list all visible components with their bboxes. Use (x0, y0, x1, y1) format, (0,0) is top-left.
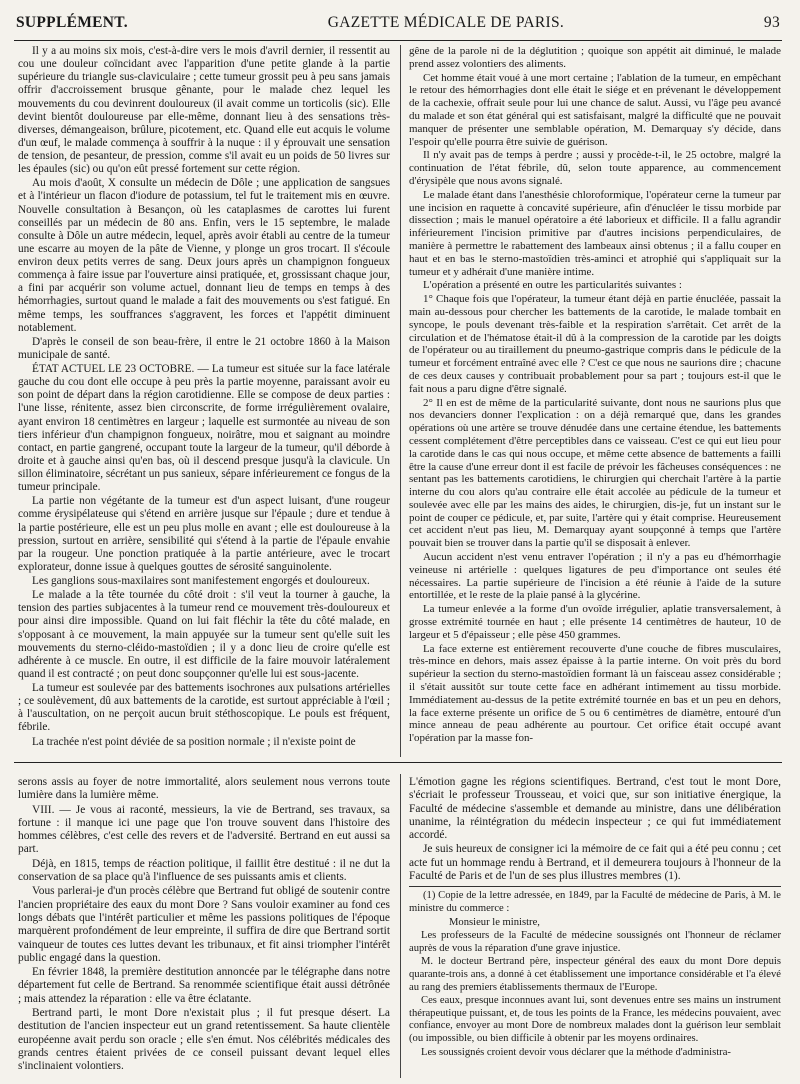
lower-right-column (409, 776, 781, 1078)
paragraph: Cet homme était voué à une mort certaine ; l'ablation de la tumeur, en empêchant le retour des hémorrhagies dont elle était le siége et en prévenant le développement de la cachexie, offrait seule pour lui une chance de salut. Aussi, vu l'âge peu avancé du malade et son état général qui est satisfaisant, malgré la difficulté que ne pouvait manquer de présenter une semblable opération, M. Demarquay s'y décide, dans l'espoir qu'elle pourra être suivie de guérison. (409, 71, 781, 148)
upper-right-column (409, 45, 781, 755)
paragraph: 2° Il en est de même de la particularité suivante, dont nous ne saurions plus que nos devanciers donner l'explication : on a déjà remarqué que, dans les grandes opérations où une artère se trouve dénudée dans une certaine étendue, les battements cessent complétement d'être perceptibles dans ce vaisseau. C'est ce qui eut lieu pour la carotide dans le cas qui nous occupe, et même cette absence de battements a failli être la cause d'une erreur dont il est facile de prévoir les fâcheuses conséquences : ne sentant pas les battements carotidiens, le chirurgien qui cherchait l'artère à la partie interne du cou alors qu'au contraire elle était accolée au pédicule de la tumeur et soulevée avec elle par les mains des aides, le chirurgien, dis-je, fut un instant sur le point de couper ce pédicule, et, par suite, l'artère qui y était comprise. Heureusement cet accident n'eut pas lieu, M. Demarquay ayant soupçonné à temps que l'artère pouvait bien se trouver dans la partie qu'il se disposait à enlever. (409, 396, 781, 550)
footnote (409, 890, 781, 1059)
paragraph: Je suis heureux de consigner ici la mémoire de ce fait qui a été peu connu ; cet acte fut un hommage rendu à Bertrand, et il demeurera toujours à l'honneur de la Faculté de Paris et de l'un de ses plus illustres membres (1). (409, 843, 781, 883)
paragraph: ÉTAT ACTUEL LE 23 OCTOBRE. — La tumeur est située sur la face latérale gauche du cou dont elle occupe à peu près la partie moyenne, paraissant avoir eu son point de départ dans la région carotidienne. Elle se compose de deux parties : l'une lisse, rénitente, assez bien circonscrite, de forme irrégulièrement ovalaire, ayant environ 18 centimètres en largeur ; laquelle est surmontée au niveau de son tiers inférieur d'un champignon fongueux, noirâtre, mou et saignant au moindre contact, en partie gangrené, occupant toute la largeur de la tumeur, qu'il déborde à droite et à gauche ainsi qu'en bas, où il descend presque jusqu'à la clavicule. Un sillon éliminatoire, sécrétant un pus sanieux, sépare inférieurement ce fongus de la tumeur principale. (18, 363, 390, 494)
paragraph: Le malade a la tête tournée du côté droit : s'il veut la tourner à gauche, la tension des parties subjacentes à la tumeur rend ce mouvement très-douloureux et pour ainsi dire impossible. Quand on lui fait fléchir la tête du côté malade, en s'opposant à ce mouvement, la main appuyée sur la tumeur sent qu'elle suit les mouvements du sterno-cléido-mastoïdien ; il y a donc lieu de croire qu'elle est adhérente à ce muscle. En outre, il est difficile de la faire mouvoir latéralement quand il est contracté ; on peut donc soupçonner qu'elle lui est sous-jacente. (18, 589, 390, 680)
footnote-paragraph: Les soussignés croient devoir vous déclarer que la méthode d'administra- (421, 1046, 731, 1058)
footnote-salutation: Monsieur le ministre, (449, 916, 540, 928)
footnote-paragraph: Ces eaux, presque inconnues avant lui, sont devenues entre ses mains un instrument thérapeutique puissant, et, de tous les points de la France, les médecins pouvaient, avec confiance, envoyer au mont Dore de nombreux malades dont la guérison leur semblait (ou impossible, ou bien difficile à obtenir par les moyens ordinaires. (409, 995, 781, 1044)
paragraph: serons assis au foyer de notre immortalité, alors seulement nous verrons toute lumière dans la lumière même. (18, 776, 390, 802)
paragraph: Vous parlerai-je d'un procès célèbre que Bertrand fut obligé de soutenir contre l'ancien propriétaire des eaux du mont Dore ? Sans vouloir examiner au fond ces longs débats que l'intérêt particulier et même les passions politiques de l'époque marquèrent profondément de leur empreinte, il suffira de dire que Bertrand sortit vainqueur de toutes ces luttes devant les tribunaux, et fit ainsi triompher l'intérêt public engagé dans la question. (18, 885, 390, 964)
paragraph: Au mois d'août, X consulte un médecin de Dôle ; une application de sangsues et à l'intérieur un flacon d'iodure de potassium, tel fut le traitement mis en œuvre. Nouvelle consultation à Besançon, où les cataplasmes de carottes lui furent conseillés par un médecin de 80 ans. Enfin, vers le 15 septembre, le malade consulte à Dôle un autre médecin, lequel, après avoir établi au centre de la tumeur une escarre au moyen de la pâte de Vienne, y plonge un gros trocart. Il s'écoule environ deux petits verres de sang. Deux jours après un champignon fongueux commença à faire issue par l'ouverture ainsi pratiquée, et, grossissant chaque jour, a fini par acquérir son volume actuel, donnant lieu de temps en temps à des hémorrhagies, surtout quand le malade a fait des mouvements ou s'est fatigué. En même temps, les souffrances s'aggravent, les forces et l'appétit diminuent notablement. (18, 177, 390, 334)
footnote-heading: (1) Copie de la lettre adressée, en 1849, par la Faculté de médecine de Paris, à M. le ministre du commerce : (409, 890, 781, 914)
paragraph: D'après le conseil de son beau-frère, il entre le 21 octobre 1860 à la Maison municipale de santé. (18, 335, 390, 361)
paragraph: L'émotion gagne les régions scientifiques. Bertrand, c'est tout le mont Dore, s'écriait le professeur Trousseau, et voici que, sur son initiative énergique, la Faculté de médecine s'assemble et demande au ministre, dans une délibération unanime, la réintégration du médecin inspecteur ; ce qui fut immédiatement accordé. (409, 776, 781, 842)
paragraph: VIII. — Je vous ai raconté, messieurs, la vie de Bertrand, ses travaux, sa fortune : il manque ici une page que l'on trouve souvent dans l'histoire des hommes célèbres, c'est celle des revers et de l'adversité. Bertrand en eut aussi sa part. (18, 803, 390, 856)
paragraph: Les ganglions sous-maxilaires sont manifestement engorgés et douloureux. (32, 575, 370, 587)
paragraph: gêne de la parole ni de la déglutition ; quoique son appétit ait diminué, le malade prend assez volontiers des aliments. (409, 45, 781, 70)
paragraph: La partie non végétante de la tumeur est d'un aspect luisant, d'une rougeur comme érysipélateuse qui s'étend en arrière jusque sur l'épaule ; dure et tendue à la partie postérieure, elle est un peu plus molle en avant ; elle est douloureuse à la pression, surtout en arrière, sensibilité qui s'étend à la partie de l'épaule envahie par la rougeur. Une ponction pratiquée à la partie antérieure, avec le trocart explorateur, donne issue à quelques gouttes de sérosité sanguinolente. (18, 495, 390, 573)
page-number: 93 (763, 14, 780, 31)
paragraph: Le malade étant dans l'anesthésie chloroformique, l'opérateur cerne la tumeur par une incision en raquette à concavité supérieure, afin d'énucléer le tissu morbide par dissection ; mais le manuel opératoire a été laborieux et difficile. Il a fallu agrandir inférieurement l'incision primitive par d'autres incisions perpendiculaires, de manière à permettre le rabattement des lambeaux ainsi obtenus ; il a fallu couper en haut et en bas le sterno-mastoïdien très-aminci et atrophié qui s'appliquait sur la tumeur et y adhérait d'une manière intime. (409, 188, 781, 278)
paragraph: La face externe est entièrement recouverte d'une couche de fibres musculaires, très-mince en dehors, mais assez épaisse à la partie interne. On voit près du bord supérieur la section du sterno-mastoïdien formant là un faisceau assez considérable ; il s'était aussitôt sur toute cette face en adhérant intimement au tissu morbide. Immédiatement au-dessus de la petite extrémité tournée en bas et un peu en dehors, la face externe présente un orifice de 5 ou 6 centimètres de diamètre, entouré d'un mince anneau de peau adhérente au pourtour. Cet orifice était occupé avant l'opération par la masse fon- (409, 642, 781, 745)
lower-left-column (18, 776, 390, 1078)
section-rule (14, 762, 782, 763)
paragraph: Il y a au moins six mois, c'est-à-dire vers le mois d'avril dernier, il ressentit au cou une douleur coïncidant avec l'apparition d'une petite glande à la partie supérieure du triangle sus-claviculaire ; cette tumeur grossit peu à peu sans jamais offrir d'accroissement brusque gênante, pour le malade chez lequel les mouvements du cou devinrent douloureux (il avait comme un torticolis (sic). Elle devint bientôt douloureuse par elle-même, donnant lieu à des sensations très-diverses, démangeaison, brûlure, picotement, etc. Quand elle eut acquis le volume d'un œuf, le malade commença à souffrir à la nuque : il y éprouvait une sensation de tension, de pesanteur, de pression, comme s'il avait eu un poids de 50 livres sur les épaules (sic) ou qu'on eût pressé fortement sur cette région. (18, 45, 390, 176)
column-divider (400, 774, 401, 1078)
paragraph: La tumeur enlevée a la forme d'un ovoïde irrégulier, aplatie transversalement, à grosse extrémité tournée en haut ; elle présente 14 centimètres de hauteur, 10 de largeur et 5 d'épaisseur ; elle pèse 450 grammes. (409, 603, 781, 641)
upper-left-column (18, 45, 390, 755)
supplement-label: SUPPLÉMENT. (16, 14, 128, 31)
paragraph: En février 1848, la première destitution annoncée par le télégraphe dans notre département fut celle de Bertrand. Sa renommée scientifique était aussi détrônée ; mais attendez la réparation : elle va être éclatante. (18, 966, 390, 1005)
footnote-paragraph: Les professeurs de la Faculté de médecine soussignés ont l'honneur de réclamer auprès de vous la réparation d'une grave injustice. (409, 930, 781, 954)
paragraph: Il n'y avait pas de temps à perdre ; aussi y procède-t-il, le 25 octobre, malgré la continuation de l'état fébrile, dû, selon toute apparence, au commencement d'érysipèle que nous avons signalé. (409, 149, 781, 187)
column-divider (400, 45, 401, 757)
header-rule (14, 40, 782, 41)
footnote-paragraph: M. le docteur Bertrand père, inspecteur général des eaux du mont Dore depuis quarante-trois ans, a donné à cet établissement une importance considérable et l'a élevé au rang des premiers établissements thermaux de l'Europe. (409, 956, 781, 993)
paragraph: La trachée n'est point déviée de sa position normale ; il n'existe point de (32, 735, 356, 748)
paragraph: Déjà, en 1815, temps de réaction politique, il faillit être destitué : il ne dut la conservation de sa place qu'à l'influence de ses puissants amis et clients. (18, 857, 390, 884)
page-header (16, 14, 780, 36)
paragraph: Aucun accident n'est venu entraver l'opération ; il n'y a pas eu d'hémorrhagie veineuse ni artérielle : quelques ligatures de peu d'importance ont seules été nécessaires. La partie supérieure de l'incision a été réunie à l'aide de la suture entortillée, et le reste de la plaie pansé à la glycérine. (409, 551, 781, 602)
paragraph: La tumeur est soulevée par des battements isochrones aux pulsations artérielles ; ce soulèvement, dû aux battements de la carotide, est surtout appréciable à l'œil ; à l'auscultation, on ne perçoit aucun bruit stéthoscopique. Le pouls est fréquent, fébrile. (18, 682, 390, 734)
paragraph: L'opération a présenté en outre les particularités suivantes : (423, 279, 682, 292)
paragraph: Bertrand parti, le mont Dore n'existait plus ; il fut presque désert. La destitution de l'ancien inspecteur eut un grand retentissement. Sa haute clientèle européenne avait perdu son oracle ; elle s'en émut. Nos célébrités médicales des grands centres étaient privées de ce conseil puissant devant lequel elles s'inclinaient volontiers. (18, 1007, 390, 1073)
journal-title: GAZETTE MÉDICALE DE PARIS. (327, 14, 565, 31)
footnote-rule (409, 886, 781, 887)
paragraph: 1° Chaque fois que l'opérateur, la tumeur étant déjà en partie énucléée, passait la main au-dessous pour chercher les battements de la carotide, le malade tombait en syncope, le pouls devenant très-faible et la respiration s'arrêtait. Cet arrêt de la circulation et de l'hématose était-il dû à la compression de la carotide par les doigts de l'opérateur ou au tiraillement du pneumo-gastrique compris dans le pédicule de la tumeur et forcément entraîné avec elle ? C'est ce que nous ne saurions dire ; chacune de ces deux causes y contribuait probablement pour sa part ; toujours est-il que le fait nous a paru digne d'être signalé. (409, 293, 781, 395)
